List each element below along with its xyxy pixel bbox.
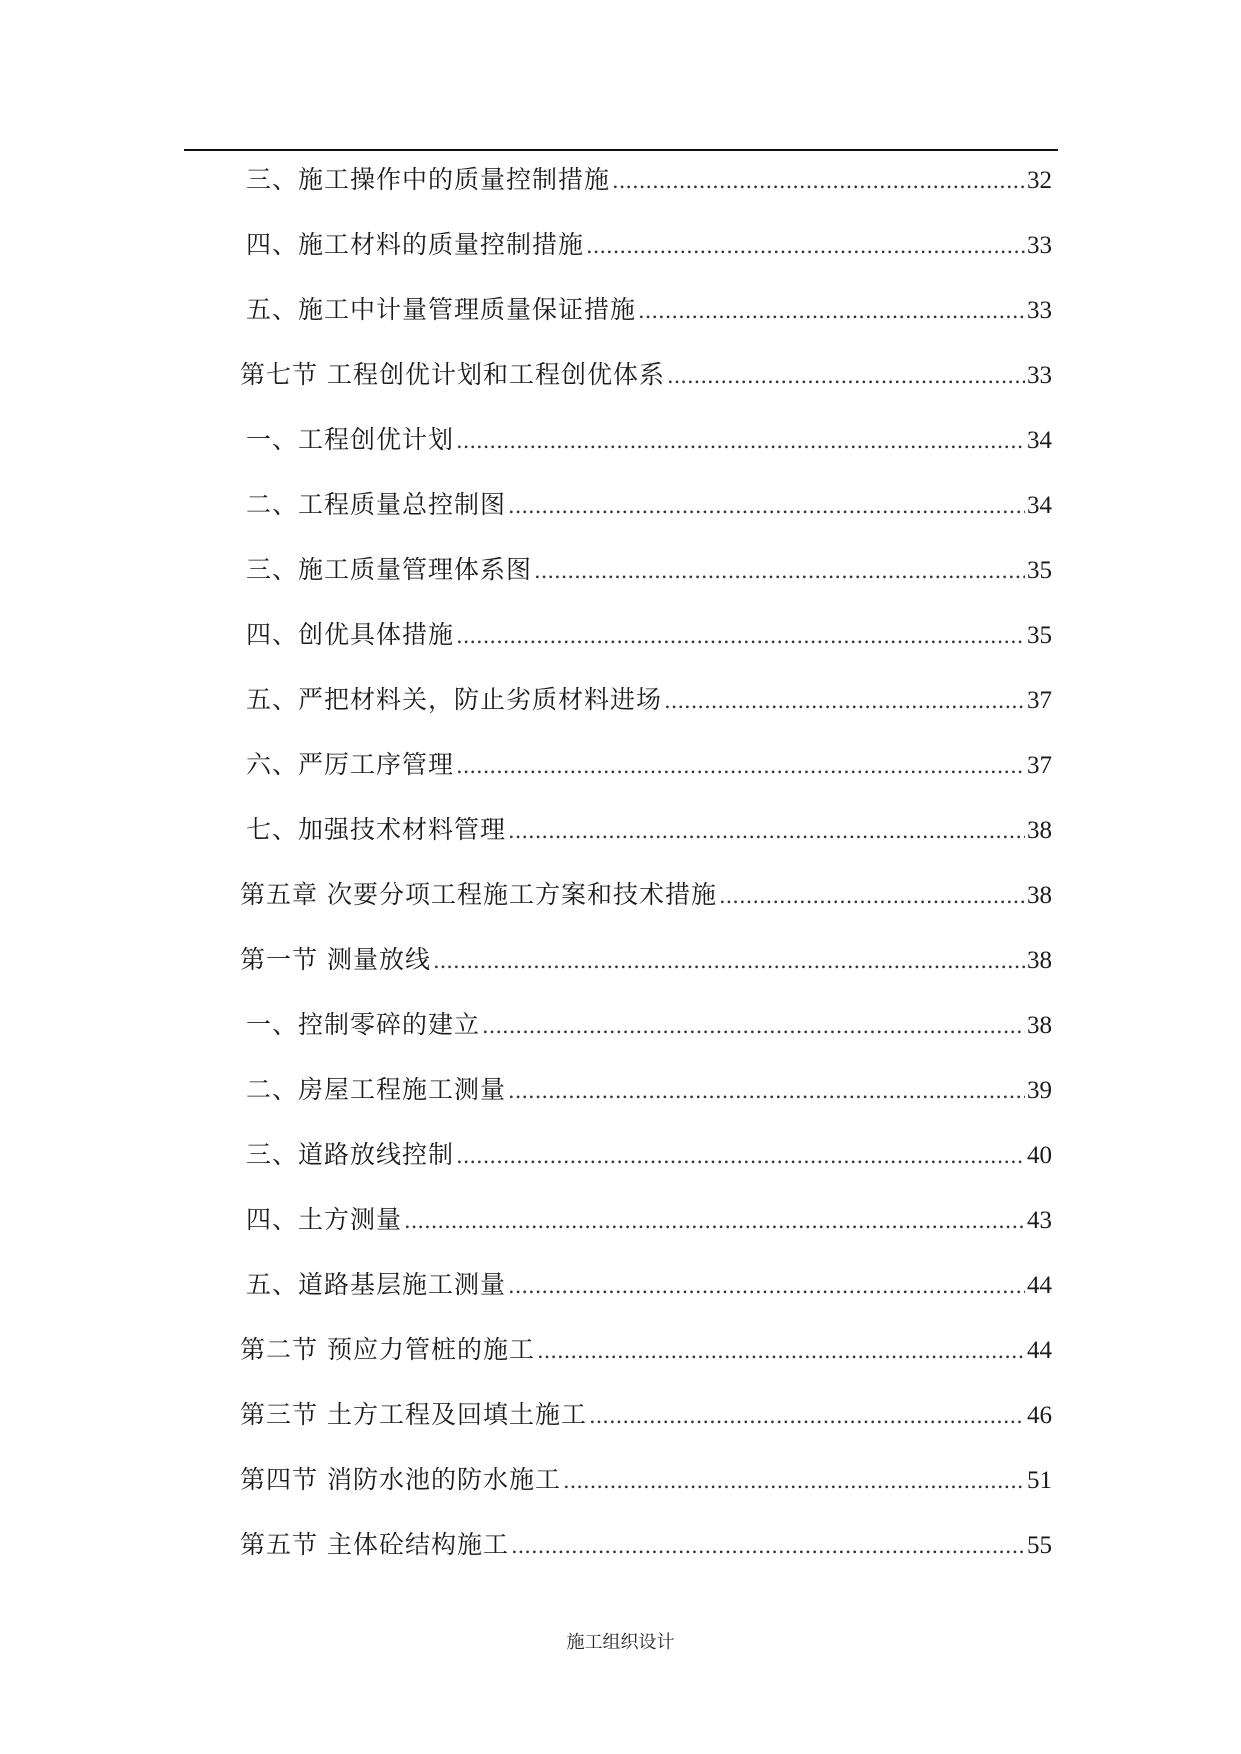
header-rule [184,149,1058,151]
toc-entry[interactable] [240,1257,1052,1322]
toc-entry-page: 46 [1027,1402,1052,1429]
toc-entry-title: 一、工程创优计划 [246,425,455,454]
toc-dot-leader [456,1141,1025,1171]
toc-entry[interactable] [240,152,1052,217]
toc-entry[interactable] [240,932,1052,997]
toc-entry-title: 第四节 消防水池的防水施工 [240,1465,561,1494]
toc-dot-leader [456,426,1025,456]
toc-dot-leader [638,296,1025,326]
toc-entry-page: 34 [1027,427,1052,454]
toc-dot-leader [456,751,1025,781]
toc-entry[interactable] [240,347,1052,412]
toc-dot-leader [664,686,1025,716]
toc-entry-page: 43 [1027,1207,1052,1234]
toc-dot-leader [589,1401,1025,1431]
toc-entry-page: 44 [1027,1272,1052,1299]
toc-entry-page: 33 [1027,362,1052,389]
toc-entry-title: 三、施工操作中的质量控制措施 [246,165,611,194]
toc-entry-title: 二、工程质量总控制图 [246,490,507,519]
toc-entry-title: 第一节 测量放线 [240,945,431,974]
toc-entry[interactable] [240,282,1052,347]
toc-dot-leader [404,1206,1025,1236]
toc-entry[interactable] [240,867,1052,932]
toc-entry-title: 四、创优具体措施 [246,620,455,649]
toc-dot-leader [508,1076,1025,1106]
toc-entry[interactable] [240,997,1052,1062]
toc-entry[interactable] [240,1062,1052,1127]
toc-entry-title: 七、加强技术材料管理 [246,815,507,844]
toc-entry-page: 37 [1027,687,1052,714]
toc-entry[interactable] [240,542,1052,607]
toc-dot-leader [456,621,1025,651]
toc-entry-page: 35 [1027,622,1052,649]
toc-entry-title: 二、房屋工程施工测量 [246,1075,507,1104]
toc-dot-leader [586,231,1025,261]
toc-entry-page: 38 [1027,947,1052,974]
toc-entry-page: 37 [1027,752,1052,779]
toc-entry[interactable] [240,1322,1052,1387]
toc-entry[interactable] [240,802,1052,867]
toc-dot-leader [537,1336,1025,1366]
toc-entry-title: 四、施工材料的质量控制措施 [246,230,585,259]
toc-entry-title: 一、控制零碎的建立 [246,1010,481,1039]
toc-entry-page: 38 [1027,817,1052,844]
toc-entry-page: 33 [1027,297,1052,324]
toc-entry-page: 34 [1027,492,1052,519]
toc-entry-page: 51 [1027,1467,1052,1494]
toc-entry[interactable] [240,412,1052,477]
toc-dot-leader [482,1011,1025,1041]
toc-entry[interactable] [240,1192,1052,1257]
toc-dot-leader [563,1466,1025,1496]
toc-entry-title: 四、土方测量 [246,1205,403,1234]
toc-entry-title: 第五章 次要分项工程施工方案和技术措施 [240,880,717,909]
toc-entry-page: 38 [1027,1012,1052,1039]
page-footer: 施工组织设计 [566,1632,675,1653]
toc-entry[interactable] [240,607,1052,672]
toc-dot-leader [719,881,1025,911]
toc-entry-page: 39 [1027,1077,1052,1104]
toc-entry-title: 三、道路放线控制 [246,1140,455,1169]
toc-entry-page: 35 [1027,557,1052,584]
toc-entry-page: 33 [1027,232,1052,259]
toc-dot-leader [508,491,1025,521]
toc-entry-title: 第五节 主体砼结构施工 [240,1530,509,1559]
toc-entry-title: 第七节 工程创优计划和工程创优体系 [240,360,665,389]
toc-entry-title: 第三节 土方工程及回填土施工 [240,1400,587,1429]
toc-dot-leader [511,1531,1025,1561]
toc-entry[interactable] [240,1387,1052,1452]
toc-entry-page: 40 [1027,1142,1052,1169]
toc-entry[interactable] [240,477,1052,542]
toc-dot-leader [508,1271,1025,1301]
toc-entry[interactable] [240,1517,1052,1582]
table-of-contents [240,152,1052,1582]
toc-entry-page: 55 [1027,1532,1052,1559]
toc-entry-title: 五、严把材料关，防止劣质材料进场 [246,685,663,714]
toc-entry-title: 第二节 预应力管桩的施工 [240,1335,535,1364]
toc-dot-leader [667,361,1025,391]
toc-entry-page: 32 [1027,167,1052,194]
toc-dot-leader [534,556,1025,586]
toc-dot-leader [612,166,1025,196]
toc-entry-title: 六、严厉工序管理 [246,750,455,779]
toc-dot-leader [433,946,1025,976]
toc-entry[interactable] [240,737,1052,802]
toc-entry-page: 38 [1027,882,1052,909]
toc-entry[interactable] [240,217,1052,282]
toc-entry-title: 五、施工中计量管理质量保证措施 [246,295,637,324]
toc-entry[interactable] [240,672,1052,737]
toc-dot-leader [508,816,1025,846]
toc-entry[interactable] [240,1452,1052,1517]
toc-entry-title: 五、道路基层施工测量 [246,1270,507,1299]
toc-entry[interactable] [240,1127,1052,1192]
toc-entry-page: 44 [1027,1337,1052,1364]
toc-entry-title: 三、施工质量管理体系图 [246,555,533,584]
